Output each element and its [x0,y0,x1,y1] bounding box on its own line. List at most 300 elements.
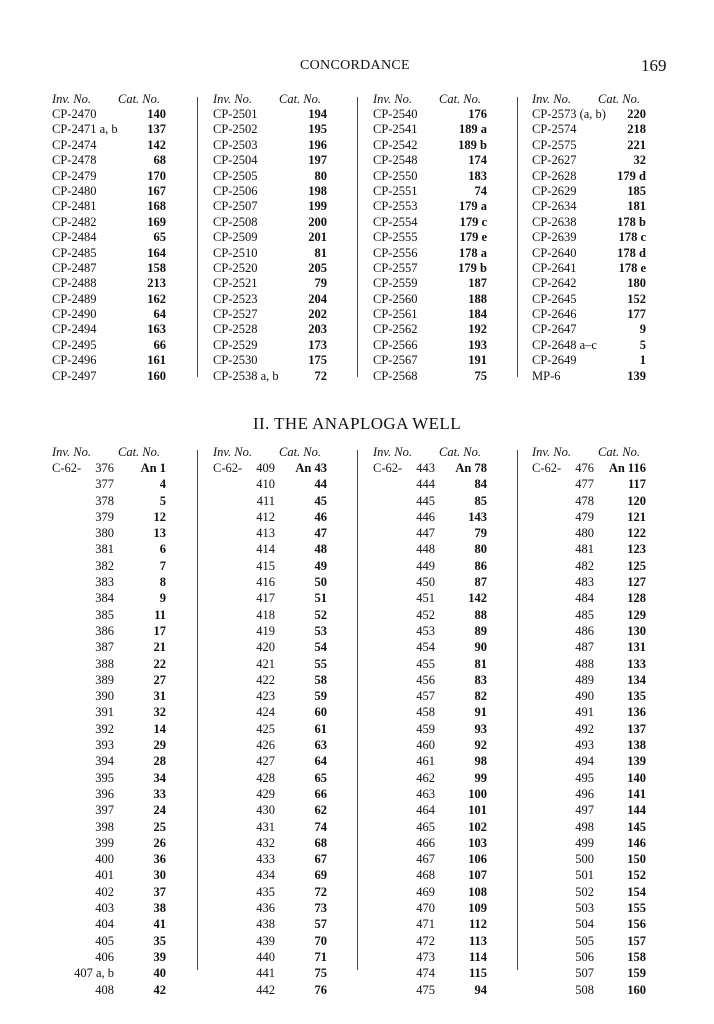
cat-no: 98 [474,754,487,769]
cat-no: 162 [147,291,166,306]
inv-no: CP-2478 [52,153,97,168]
table-row [52,819,192,835]
cat-no: 112 [468,917,487,932]
inv-no: 454 [416,640,435,655]
cat-no: 82 [474,689,487,704]
table-row [532,493,672,509]
table-row [213,292,353,307]
cat-no: 75 [314,966,327,981]
table-row [532,590,672,606]
table-row [373,230,513,245]
inv-no: 488 [575,656,594,671]
cat-no: 89 [474,623,487,638]
table-row [532,574,672,590]
column-divider [197,450,198,970]
column-divider [517,97,518,377]
table-row [213,169,353,184]
cat-no: 100 [468,786,487,801]
cat-no: 39 [153,949,166,964]
inv-no: 482 [575,558,594,573]
table-row [213,184,353,199]
cat-no: 101 [468,803,487,818]
table-row [373,338,513,353]
inv-no: CP-2484 [52,230,97,245]
cat-no: 179 d [617,168,646,183]
inv-no: 393 [95,738,114,753]
cat-no: 108 [468,884,487,899]
cat-no: 161 [147,353,166,368]
inv-no: CP-2496 [52,353,97,368]
inv-no: 473 [416,949,435,964]
header-cat-no: Cat. No. [439,92,482,106]
header-inv-no: Inv. No. [532,92,571,106]
inv-no: 451 [416,591,435,606]
inv-no: 455 [416,656,435,671]
cat-no: 180 [627,276,646,291]
cat-no: 158 [627,949,646,964]
cat-no: 4 [159,477,166,492]
cat-no: 150 [627,852,646,867]
cat-no: 178 a [458,245,487,260]
header-cat-no: Cat. No. [279,92,322,106]
table-row [373,867,513,883]
header-inv-no: Inv. No. [213,92,252,106]
inv-no: 401 [95,868,114,883]
table-row [532,835,672,851]
cat-no: 189 a [458,122,487,137]
table-row [532,982,672,998]
table-row [52,982,192,998]
cat-no: 178 b [617,214,646,229]
cat-no: 188 [468,291,487,306]
table-row [213,835,353,851]
table-row [373,656,513,672]
cat-no: 179 a [458,199,487,214]
inv-no: 474 [416,966,435,981]
cat-no: 175 [308,353,327,368]
inv-no: 505 [575,933,594,948]
cat-no: 136 [627,705,646,720]
table-row [373,639,513,655]
cat-no: 139 [627,754,646,769]
cat-no: 178 c [618,230,646,245]
inv-no: 464 [416,803,435,818]
cat-no: 139 [627,368,646,383]
cat-no: 32 [633,153,646,168]
inv-no: CP-2541 [373,122,418,137]
table-row [213,541,353,557]
cat-no: 195 [308,122,327,137]
cat-no: 220 [627,107,646,121]
inv-no: 382 [95,558,114,573]
table-row [52,153,192,168]
table-row [532,322,672,337]
cat-no: 146 [627,835,646,850]
inv-no: CP-2634 [532,199,577,214]
cat-no: 174 [468,153,487,168]
inv-no: 504 [575,917,594,932]
table-row [373,721,513,737]
cat-no: 155 [627,901,646,916]
table-row [373,107,513,122]
inv-no: CP-2540 [373,107,418,121]
cat-no: 197 [308,153,327,168]
cat-no: 14 [153,721,166,736]
table-row [213,965,353,981]
inv-no: 406 [95,949,114,964]
inv-no: CP-2480 [52,183,97,198]
header-inv-no: Inv. No. [52,445,91,459]
table-row [213,460,353,476]
inv-no: CP-2568 [373,368,418,383]
table-row [52,753,192,769]
inv-no: CP-2649 [532,353,577,368]
cat-no: 137 [147,122,166,137]
inv-no: 398 [95,819,114,834]
inv-no: 470 [416,901,435,916]
inv-no: 447 [416,526,435,541]
inv-no: CP-2501 [213,107,258,121]
table-row [373,307,513,322]
cat-no: 27 [153,672,166,687]
table-row [373,607,513,623]
inv-no: 408 [95,982,114,997]
inv-no: 420 [256,640,275,655]
cat-no: 141 [627,786,646,801]
table-row [52,169,192,184]
inv-no: 403 [95,901,114,916]
cat-no: 91 [474,705,487,720]
table-row [52,276,192,291]
cat-no: 44 [314,477,327,492]
inv-no: CP-2490 [52,307,97,322]
cat-no: 48 [314,542,327,557]
table-row [373,949,513,965]
inv-no: 466 [416,835,435,850]
inv-no: 419 [256,623,275,638]
inv-no: CP-2627 [532,153,577,168]
inv-no: 418 [256,607,275,622]
table-row [373,353,513,368]
table-row [532,786,672,802]
table-row [532,338,672,353]
table-row [213,770,353,786]
header-inv-no: Inv. No. [52,92,91,106]
inv-no: 452 [416,607,435,622]
cat-no: 178 e [618,260,646,275]
inv-no: 397 [95,803,114,818]
table-row [532,460,672,476]
table1-column [532,91,672,384]
cat-no: 145 [627,819,646,834]
column-divider [517,450,518,970]
inv-no: CP-2504 [213,153,258,168]
cat-no: 92 [474,738,487,753]
cat-no: 204 [308,291,327,306]
table-row [373,965,513,981]
table-row [213,199,353,214]
inv-no: 479 [575,509,594,524]
inv-prefix: C-62- [532,461,562,475]
table-row [213,509,353,525]
table-row [532,153,672,168]
cat-no: 62 [314,803,327,818]
table-row [373,509,513,525]
inv-no: CP-2505 [213,168,258,183]
cat-no: 137 [627,721,646,736]
table-row [52,509,192,525]
inv-no: CP-2502 [213,122,258,137]
table-row [213,153,353,168]
table-row [213,590,353,606]
table-row [213,639,353,655]
table-row [213,353,353,368]
cat-no: 134 [627,672,646,687]
inv-no: 475 [416,982,435,997]
inv-no: 503 [575,901,594,916]
table-row [213,737,353,753]
inv-no: 410 [256,477,275,492]
table-row [532,122,672,137]
inv-no: 427 [256,754,275,769]
inv-no: 494 [575,754,594,769]
cat-no: 170 [147,168,166,183]
table-row [373,884,513,900]
table-row [52,107,192,122]
header-cat-no: Cat. No. [598,92,641,106]
inv-no: CP-2507 [213,199,258,214]
cat-no: 201 [308,230,327,245]
cat-no: 83 [474,672,487,687]
inv-no: 440 [256,949,275,964]
table-row [373,460,513,476]
inv-no: CP-2494 [52,322,97,337]
table-row [532,819,672,835]
inv-no: CP-2488 [52,276,97,291]
inv-no: CP-2550 [373,168,418,183]
inv-no: 458 [416,705,435,720]
table-row [532,292,672,307]
table-row [52,574,192,590]
inv-no: CP-2538 a, b [213,368,279,383]
inv-no: MP-6 [532,368,561,383]
cat-no: 87 [474,575,487,590]
cat-no: 66 [314,786,327,801]
table-row [373,199,513,214]
cat-no: 46 [314,509,327,524]
inv-no: 463 [416,786,435,801]
inv-no: 378 [95,493,114,508]
table-row [52,802,192,818]
inv-no: 480 [575,526,594,541]
table-row [213,307,353,322]
table-row [532,916,672,932]
cat-no: 154 [627,884,646,899]
cat-no: 63 [314,738,327,753]
column-divider [357,450,358,970]
inv-prefix: C-62- [373,461,403,475]
table-row [373,770,513,786]
inv-no: CP-2648 a–c [532,337,597,352]
inv-no: 461 [416,754,435,769]
cat-no: 203 [308,322,327,337]
table-row [213,246,353,261]
cat-no: 51 [314,591,327,606]
inv-no: 404 [95,917,114,932]
inv-no: CP-2530 [213,353,258,368]
table-row [373,322,513,337]
table-row [373,122,513,137]
inv-no: CP-2567 [373,353,418,368]
cat-no: 66 [153,337,166,352]
cat-no: 88 [474,607,487,622]
inv-no: CP-2573 (a, b) [532,107,606,121]
inv-no: 500 [575,852,594,867]
inv-no: CP-2509 [213,230,258,245]
cat-no: 142 [468,591,487,606]
cat-no: 156 [627,917,646,932]
inv-no: CP-2551 [373,183,418,198]
cat-no: 158 [147,260,166,275]
inv-no: CP-2639 [532,230,577,245]
inv-no: 441 [256,966,275,981]
inv-no: 400 [95,852,114,867]
inv-prefix: C-62- [52,461,82,475]
cat-no: 5 [639,337,646,352]
inv-no: 472 [416,933,435,948]
table-row [52,261,192,276]
inv-no: 434 [256,868,275,883]
section-title: II. THE ANAPLOGA WELL [253,414,461,433]
cat-no: 30 [153,868,166,883]
table-row [532,541,672,557]
table-row [373,737,513,753]
cat-no: 179 b [458,260,487,275]
inv-no: 477 [575,477,594,492]
inv-no: CP-2503 [213,137,258,152]
cat-no: 213 [147,276,166,291]
inv-no: 432 [256,835,275,850]
cat-no: 53 [314,623,327,638]
table-row [373,215,513,230]
inv-no: CP-2555 [373,230,418,245]
table-row [52,541,192,557]
cat-no: 130 [627,623,646,638]
inv-no: 491 [575,705,594,720]
cat-no: 55 [314,656,327,671]
table-row [52,369,192,384]
cat-no: 74 [314,819,327,834]
cat-no: 29 [153,738,166,753]
column-header [52,91,192,107]
table-row [373,590,513,606]
header-cat-no: Cat. No. [598,445,641,459]
table-row [532,199,672,214]
inv-no: CP-2521 [213,276,258,291]
cat-no: 80 [474,542,487,557]
cat-no: 115 [468,966,487,981]
inv-no: 448 [416,542,435,557]
cat-no: 25 [153,819,166,834]
cat-no: 7 [159,558,166,573]
table-row [532,672,672,688]
inv-no: 497 [575,803,594,818]
header-inv-no: Inv. No. [213,445,252,459]
table-row [213,851,353,867]
table-row [213,276,353,291]
inv-no: CP-2487 [52,260,97,275]
table-row [373,835,513,851]
table-row [532,169,672,184]
cat-no: 122 [627,526,646,541]
column-header [373,444,513,460]
inv-no: 424 [256,705,275,720]
cat-no: 6 [159,542,166,557]
cat-no: 179 c [459,214,487,229]
inv-no: CP-2647 [532,322,577,337]
inv-no: 439 [256,933,275,948]
inv-no: CP-2489 [52,291,97,306]
cat-no: 36 [153,852,166,867]
cat-no: 59 [314,689,327,704]
cat-no: 93 [474,721,487,736]
cat-no: 183 [468,168,487,183]
table-row [532,138,672,153]
cat-no: 169 [147,214,166,229]
inv-no: CP-2523 [213,291,258,306]
inv-no: 493 [575,738,594,753]
cat-no: 120 [627,493,646,508]
table-row [213,704,353,720]
inv-no: 471 [416,917,435,932]
cat-no: 52 [314,607,327,622]
table-row [532,623,672,639]
table-row [532,851,672,867]
cat-no: 67 [314,852,327,867]
table-row [532,949,672,965]
table-row [213,867,353,883]
cat-no: 123 [627,542,646,557]
table-row [532,867,672,883]
inv-no: 387 [95,640,114,655]
inv-no: 495 [575,770,594,785]
table-row [213,122,353,137]
table-row [532,721,672,737]
table-row [52,639,192,655]
cat-no: 160 [627,982,646,997]
cat-no: 192 [468,322,487,337]
table-row [532,184,672,199]
inv-no: 489 [575,672,594,687]
table-row [532,900,672,916]
table-row [52,307,192,322]
cat-no: 45 [314,493,327,508]
cat-no: An 78 [455,461,487,475]
inv-no: 468 [416,868,435,883]
inv-no: 377 [95,477,114,492]
cat-no: 164 [147,245,166,260]
cat-no: 189 b [458,137,487,152]
cat-no: 84 [474,477,487,492]
inv-no: 485 [575,607,594,622]
column-header [213,91,353,107]
inv-no: 414 [256,542,275,557]
table-row [213,107,353,122]
table-row [52,737,192,753]
table-row [532,307,672,322]
inv-no: 476 [575,461,594,475]
cat-no: 81 [474,656,487,671]
